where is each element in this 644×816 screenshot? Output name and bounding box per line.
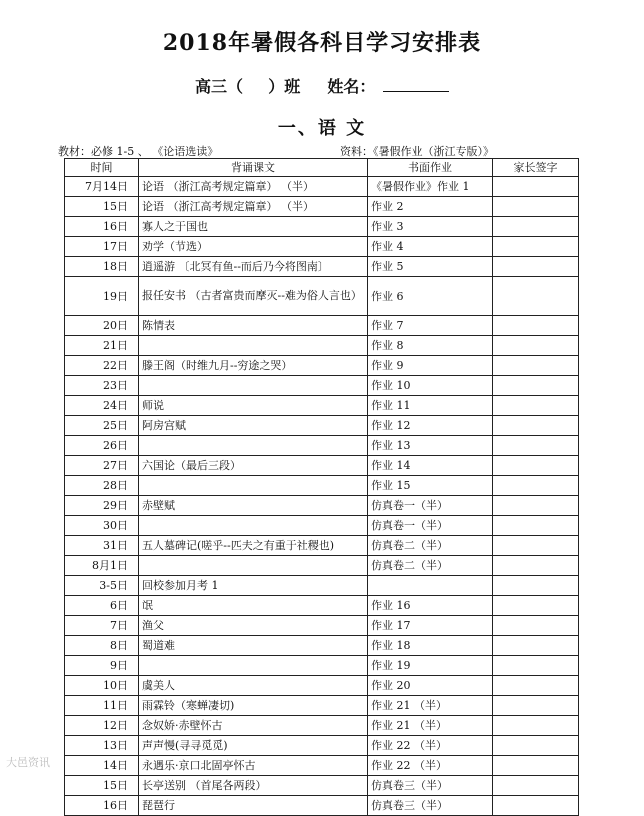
page-title: 2018年暑假各科目学习安排表 bbox=[162, 30, 482, 56]
homework-cell: 作业 10 bbox=[368, 376, 493, 396]
date-cell: 15日 bbox=[65, 197, 139, 217]
recitation-cell: 论语 （浙江高考规定篇章） （半） bbox=[139, 177, 368, 197]
date-cell: 17日 bbox=[65, 237, 139, 257]
date-cell: 22日 bbox=[65, 356, 139, 376]
name-label: 姓名： bbox=[327, 77, 376, 96]
homework-cell: 《暑假作业》作业 1 bbox=[368, 177, 493, 197]
resource-label: 资料：《暑假作业（浙江专版）》 bbox=[340, 145, 494, 158]
homework-cell: 作业 12 bbox=[368, 416, 493, 436]
parent-signature-cell[interactable] bbox=[493, 177, 579, 197]
watermark: 大邑资讯 bbox=[6, 756, 50, 769]
table-row bbox=[65, 496, 579, 516]
table-row bbox=[65, 556, 579, 576]
table-header-row bbox=[65, 159, 579, 177]
recitation-cell bbox=[139, 436, 368, 456]
table-row bbox=[65, 277, 579, 316]
homework-cell: 作业 4 bbox=[368, 237, 493, 257]
parent-signature-cell[interactable] bbox=[493, 416, 579, 436]
homework-cell: 作业 21 （半） bbox=[368, 696, 493, 716]
homework-cell: 作业 8 bbox=[368, 336, 493, 356]
recitation-cell: 报任安书 （古者富贵而摩灭--难为俗人言也） bbox=[139, 277, 368, 316]
homework-cell: 作业 22 （半） bbox=[368, 736, 493, 756]
parent-signature-cell[interactable] bbox=[493, 616, 579, 636]
recitation-cell: 声声慢(寻寻觅觅) bbox=[139, 736, 368, 756]
parent-signature-cell[interactable] bbox=[493, 516, 579, 536]
homework-cell: 作业 3 bbox=[368, 217, 493, 237]
date-cell: 9日 bbox=[65, 656, 139, 676]
table-row bbox=[65, 616, 579, 636]
table-row bbox=[65, 376, 579, 396]
table-row bbox=[65, 177, 579, 197]
recitation-cell: 氓 bbox=[139, 596, 368, 616]
date-cell: 31日 bbox=[65, 536, 139, 556]
parent-signature-cell[interactable] bbox=[493, 396, 579, 416]
header-date: 时间 bbox=[65, 159, 139, 177]
date-cell: 27日 bbox=[65, 456, 139, 476]
parent-signature-cell[interactable] bbox=[493, 736, 579, 756]
schedule-body bbox=[65, 177, 579, 816]
table-row bbox=[65, 536, 579, 556]
table-row bbox=[65, 336, 579, 356]
homework-cell: 仿真卷二（半） bbox=[368, 536, 493, 556]
parent-signature-cell[interactable] bbox=[493, 676, 579, 696]
table-row bbox=[65, 596, 579, 616]
homework-cell: 作业 21 （半） bbox=[368, 716, 493, 736]
homework-cell: 作业 18 bbox=[368, 636, 493, 656]
homework-cell: 作业 14 bbox=[368, 456, 493, 476]
recitation-cell: 虞美人 bbox=[139, 676, 368, 696]
recitation-cell: 赤壁赋 bbox=[139, 496, 368, 516]
homework-cell: 仿真卷三（半） bbox=[368, 776, 493, 796]
parent-signature-cell[interactable] bbox=[493, 716, 579, 736]
header-parent-signature: 家长签字 bbox=[493, 159, 579, 177]
table-row bbox=[65, 656, 579, 676]
parent-signature-cell[interactable] bbox=[493, 596, 579, 616]
parent-signature-cell[interactable] bbox=[493, 336, 579, 356]
recitation-cell: 劝学（节选） bbox=[139, 237, 368, 257]
class-name-line bbox=[0, 74, 644, 97]
table-row bbox=[65, 237, 579, 257]
header-homework: 书面作业 bbox=[368, 159, 493, 177]
table-row bbox=[65, 416, 579, 436]
recitation-cell bbox=[139, 656, 368, 676]
date-cell: 16日 bbox=[65, 796, 139, 816]
date-cell: 11日 bbox=[65, 696, 139, 716]
table-row bbox=[65, 197, 579, 217]
header-recitation: 背诵课文 bbox=[139, 159, 368, 177]
table-row bbox=[65, 696, 579, 716]
parent-signature-cell[interactable] bbox=[493, 696, 579, 716]
homework-cell: 作业 17 bbox=[368, 616, 493, 636]
date-cell: 26日 bbox=[65, 436, 139, 456]
recitation-cell bbox=[139, 336, 368, 356]
date-cell: 14日 bbox=[65, 756, 139, 776]
homework-cell: 作业 22 （半） bbox=[368, 756, 493, 776]
homework-cell: 作业 16 bbox=[368, 596, 493, 616]
schedule-table bbox=[64, 158, 579, 816]
materials-line bbox=[58, 143, 618, 159]
table-row bbox=[65, 476, 579, 496]
parent-signature-cell[interactable] bbox=[493, 556, 579, 576]
parent-signature-cell[interactable] bbox=[493, 536, 579, 556]
parent-signature-cell[interactable] bbox=[493, 257, 579, 277]
homework-cell: 作业 7 bbox=[368, 316, 493, 336]
parent-signature-cell[interactable] bbox=[493, 656, 579, 676]
homework-cell: 作业 2 bbox=[368, 197, 493, 217]
parent-signature-cell[interactable] bbox=[493, 496, 579, 516]
homework-cell: 作业 19 bbox=[368, 656, 493, 676]
date-cell: 15日 bbox=[65, 776, 139, 796]
homework-cell: 作业 6 bbox=[368, 277, 493, 316]
date-cell: 25日 bbox=[65, 416, 139, 436]
recitation-cell: 长亭送别 （首尾各两段） bbox=[139, 776, 368, 796]
table-row bbox=[65, 516, 579, 536]
date-cell: 21日 bbox=[65, 336, 139, 356]
date-cell: 18日 bbox=[65, 257, 139, 277]
parent-signature-cell[interactable] bbox=[493, 756, 579, 776]
recitation-cell: 念奴娇·赤壁怀古 bbox=[139, 716, 368, 736]
parent-signature-cell[interactable] bbox=[493, 376, 579, 396]
parent-signature-cell[interactable] bbox=[493, 436, 579, 456]
date-cell: 10日 bbox=[65, 676, 139, 696]
table-row bbox=[65, 257, 579, 277]
date-cell: 23日 bbox=[65, 376, 139, 396]
parent-signature-cell[interactable] bbox=[493, 197, 579, 217]
class-suffix-label: ）班 bbox=[268, 77, 301, 96]
parent-signature-cell[interactable] bbox=[493, 217, 579, 237]
date-cell: 6日 bbox=[65, 596, 139, 616]
table-row bbox=[65, 756, 579, 776]
recitation-cell: 琵琶行 bbox=[139, 796, 368, 816]
date-cell: 13日 bbox=[65, 736, 139, 756]
table-row bbox=[65, 217, 579, 237]
parent-signature-cell[interactable] bbox=[493, 576, 579, 596]
table-row bbox=[65, 676, 579, 696]
table-row bbox=[65, 776, 579, 796]
table-row bbox=[65, 396, 579, 416]
parent-signature-cell[interactable] bbox=[493, 456, 579, 476]
date-cell: 16日 bbox=[65, 217, 139, 237]
homework-cell: 仿真卷一（半） bbox=[368, 516, 493, 536]
homework-cell: 仿真卷二（半） bbox=[368, 556, 493, 576]
table-row bbox=[65, 356, 579, 376]
recitation-cell: 渔父 bbox=[139, 616, 368, 636]
date-cell: 28日 bbox=[65, 476, 139, 496]
recitation-cell bbox=[139, 556, 368, 576]
recitation-cell: 永遇乐·京口北固亭怀古 bbox=[139, 756, 368, 776]
table-row bbox=[65, 436, 579, 456]
recitation-cell: 回校参加月考 1 bbox=[139, 576, 368, 596]
table-row bbox=[65, 636, 579, 656]
parent-signature-cell[interactable] bbox=[493, 277, 579, 316]
date-cell: 12日 bbox=[65, 716, 139, 736]
date-cell: 19日 bbox=[65, 277, 139, 316]
date-cell: 7日 bbox=[65, 616, 139, 636]
homework-cell: 作业 9 bbox=[368, 356, 493, 376]
recitation-cell: 师说 bbox=[139, 396, 368, 416]
homework-cell: 作业 11 bbox=[368, 396, 493, 416]
homework-cell: 作业 20 bbox=[368, 676, 493, 696]
table-row bbox=[65, 716, 579, 736]
table-row bbox=[65, 456, 579, 476]
parent-signature-cell[interactable] bbox=[493, 237, 579, 257]
date-cell: 29日 bbox=[65, 496, 139, 516]
date-cell: 24日 bbox=[65, 396, 139, 416]
recitation-cell bbox=[139, 476, 368, 496]
parent-signature-cell[interactable] bbox=[493, 636, 579, 656]
parent-signature-cell[interactable] bbox=[493, 356, 579, 376]
table-row bbox=[65, 316, 579, 336]
homework-cell: 作业 13 bbox=[368, 436, 493, 456]
table-row bbox=[65, 736, 579, 756]
grade-label: 高三（ bbox=[195, 77, 244, 96]
table-row bbox=[65, 796, 579, 816]
recitation-cell: 滕王阁（时维九月--穷途之哭） bbox=[139, 356, 368, 376]
recitation-cell bbox=[139, 376, 368, 396]
parent-signature-cell[interactable] bbox=[493, 776, 579, 796]
date-cell: 30日 bbox=[65, 516, 139, 536]
homework-cell bbox=[368, 576, 493, 596]
textbook-label: 教材：必修 1-5 、 《论语选读》 bbox=[58, 145, 219, 158]
recitation-cell: 六国论（最后三段） bbox=[139, 456, 368, 476]
recitation-cell: 论语 （浙江高考规定篇章） （半） bbox=[139, 197, 368, 217]
homework-cell: 仿真卷三（半） bbox=[368, 796, 493, 816]
date-cell: 8月1日 bbox=[65, 556, 139, 576]
recitation-cell: 阿房宫赋 bbox=[139, 416, 368, 436]
recitation-cell: 蜀道难 bbox=[139, 636, 368, 656]
parent-signature-cell[interactable] bbox=[493, 476, 579, 496]
recitation-cell: 五人墓碑记(嗟乎--匹夫之有重于社稷也) bbox=[139, 536, 368, 556]
recitation-cell: 雨霖铃（寒蝉凄切) bbox=[139, 696, 368, 716]
name-blank-line bbox=[383, 76, 449, 92]
parent-signature-cell[interactable] bbox=[493, 796, 579, 816]
recitation-cell: 陈情表 bbox=[139, 316, 368, 336]
table-row bbox=[65, 576, 579, 596]
homework-cell: 作业 5 bbox=[368, 257, 493, 277]
recitation-cell bbox=[139, 516, 368, 536]
homework-cell: 仿真卷一（半） bbox=[368, 496, 493, 516]
date-cell: 7月14日 bbox=[65, 177, 139, 197]
recitation-cell: 逍遥游 〔北冥有鱼--而后乃今将图南〕 bbox=[139, 257, 368, 277]
recitation-cell: 寡人之于国也 bbox=[139, 217, 368, 237]
section-title: 一、语 文 bbox=[277, 118, 367, 139]
date-cell: 3-5日 bbox=[65, 576, 139, 596]
date-cell: 20日 bbox=[65, 316, 139, 336]
parent-signature-cell[interactable] bbox=[493, 316, 579, 336]
homework-cell: 作业 15 bbox=[368, 476, 493, 496]
date-cell: 8日 bbox=[65, 636, 139, 656]
